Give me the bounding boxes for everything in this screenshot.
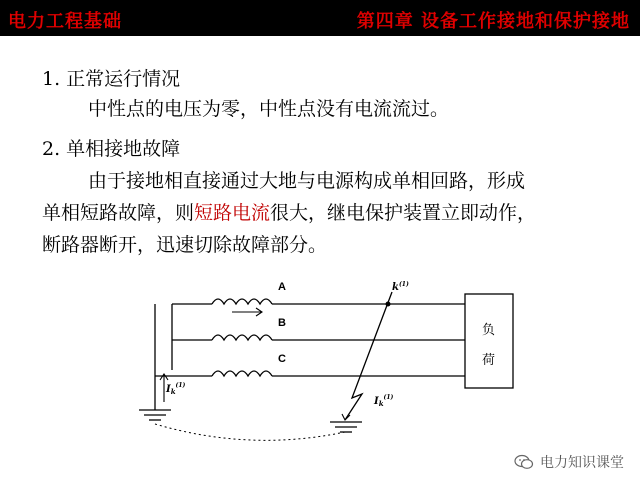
phase-b-label: B <box>278 317 286 329</box>
earth-return-path <box>155 424 345 440</box>
fault-point <box>386 302 391 307</box>
body-text: 单相短路故障，则 <box>42 202 195 224</box>
fault-current-label-left: $I_k^{(1)}$ <box>166 382 186 396</box>
load-label-1: 负 <box>482 323 496 338</box>
phase-c-coil <box>212 371 272 376</box>
current-arrow-icon <box>232 308 262 316</box>
watermark <box>514 452 624 472</box>
chapter-title: 第四章 设备工作接地和保护接地 <box>356 11 630 32</box>
watermark-text: 电力知识课堂 <box>540 455 624 471</box>
section-2-body-line-3: 断路器断开，迅速切除故障部分。 <box>42 234 328 256</box>
section-2-body-line-1: 由于接地相直接通过大地与电源构成单相回路，形成 <box>88 170 526 192</box>
wechat-icon <box>514 454 534 470</box>
short-circuit-current-highlight: 短路电流 <box>194 202 271 224</box>
phase-c-label: C <box>278 353 286 365</box>
load-box <box>465 294 513 388</box>
section-2-body-line-2 <box>42 198 536 225</box>
fault-point-label: $k^{(1)}$ <box>392 281 409 293</box>
single-phase-fault-diagram <box>0 262 640 480</box>
fault-current-label-right: $I_k^{(1)}$ <box>374 394 394 408</box>
phase-b-coil <box>212 335 272 340</box>
text-content <box>0 36 640 266</box>
phase-a-label: A <box>278 281 286 293</box>
body-text: 很大，继电保护装置立即动作， <box>270 202 537 224</box>
course-title: 电力工程基础 <box>8 11 122 32</box>
phase-a-coil <box>212 299 272 304</box>
section-1-heading: 1. 正常运行情况 <box>42 68 181 90</box>
load-label-2: 荷 <box>482 353 496 368</box>
header-bar <box>0 0 640 36</box>
section-1-body: 中性点的电压为零，中性点没有电流流过。 <box>88 98 450 120</box>
section-2-heading: 2. 单相接地故障 <box>42 138 181 160</box>
